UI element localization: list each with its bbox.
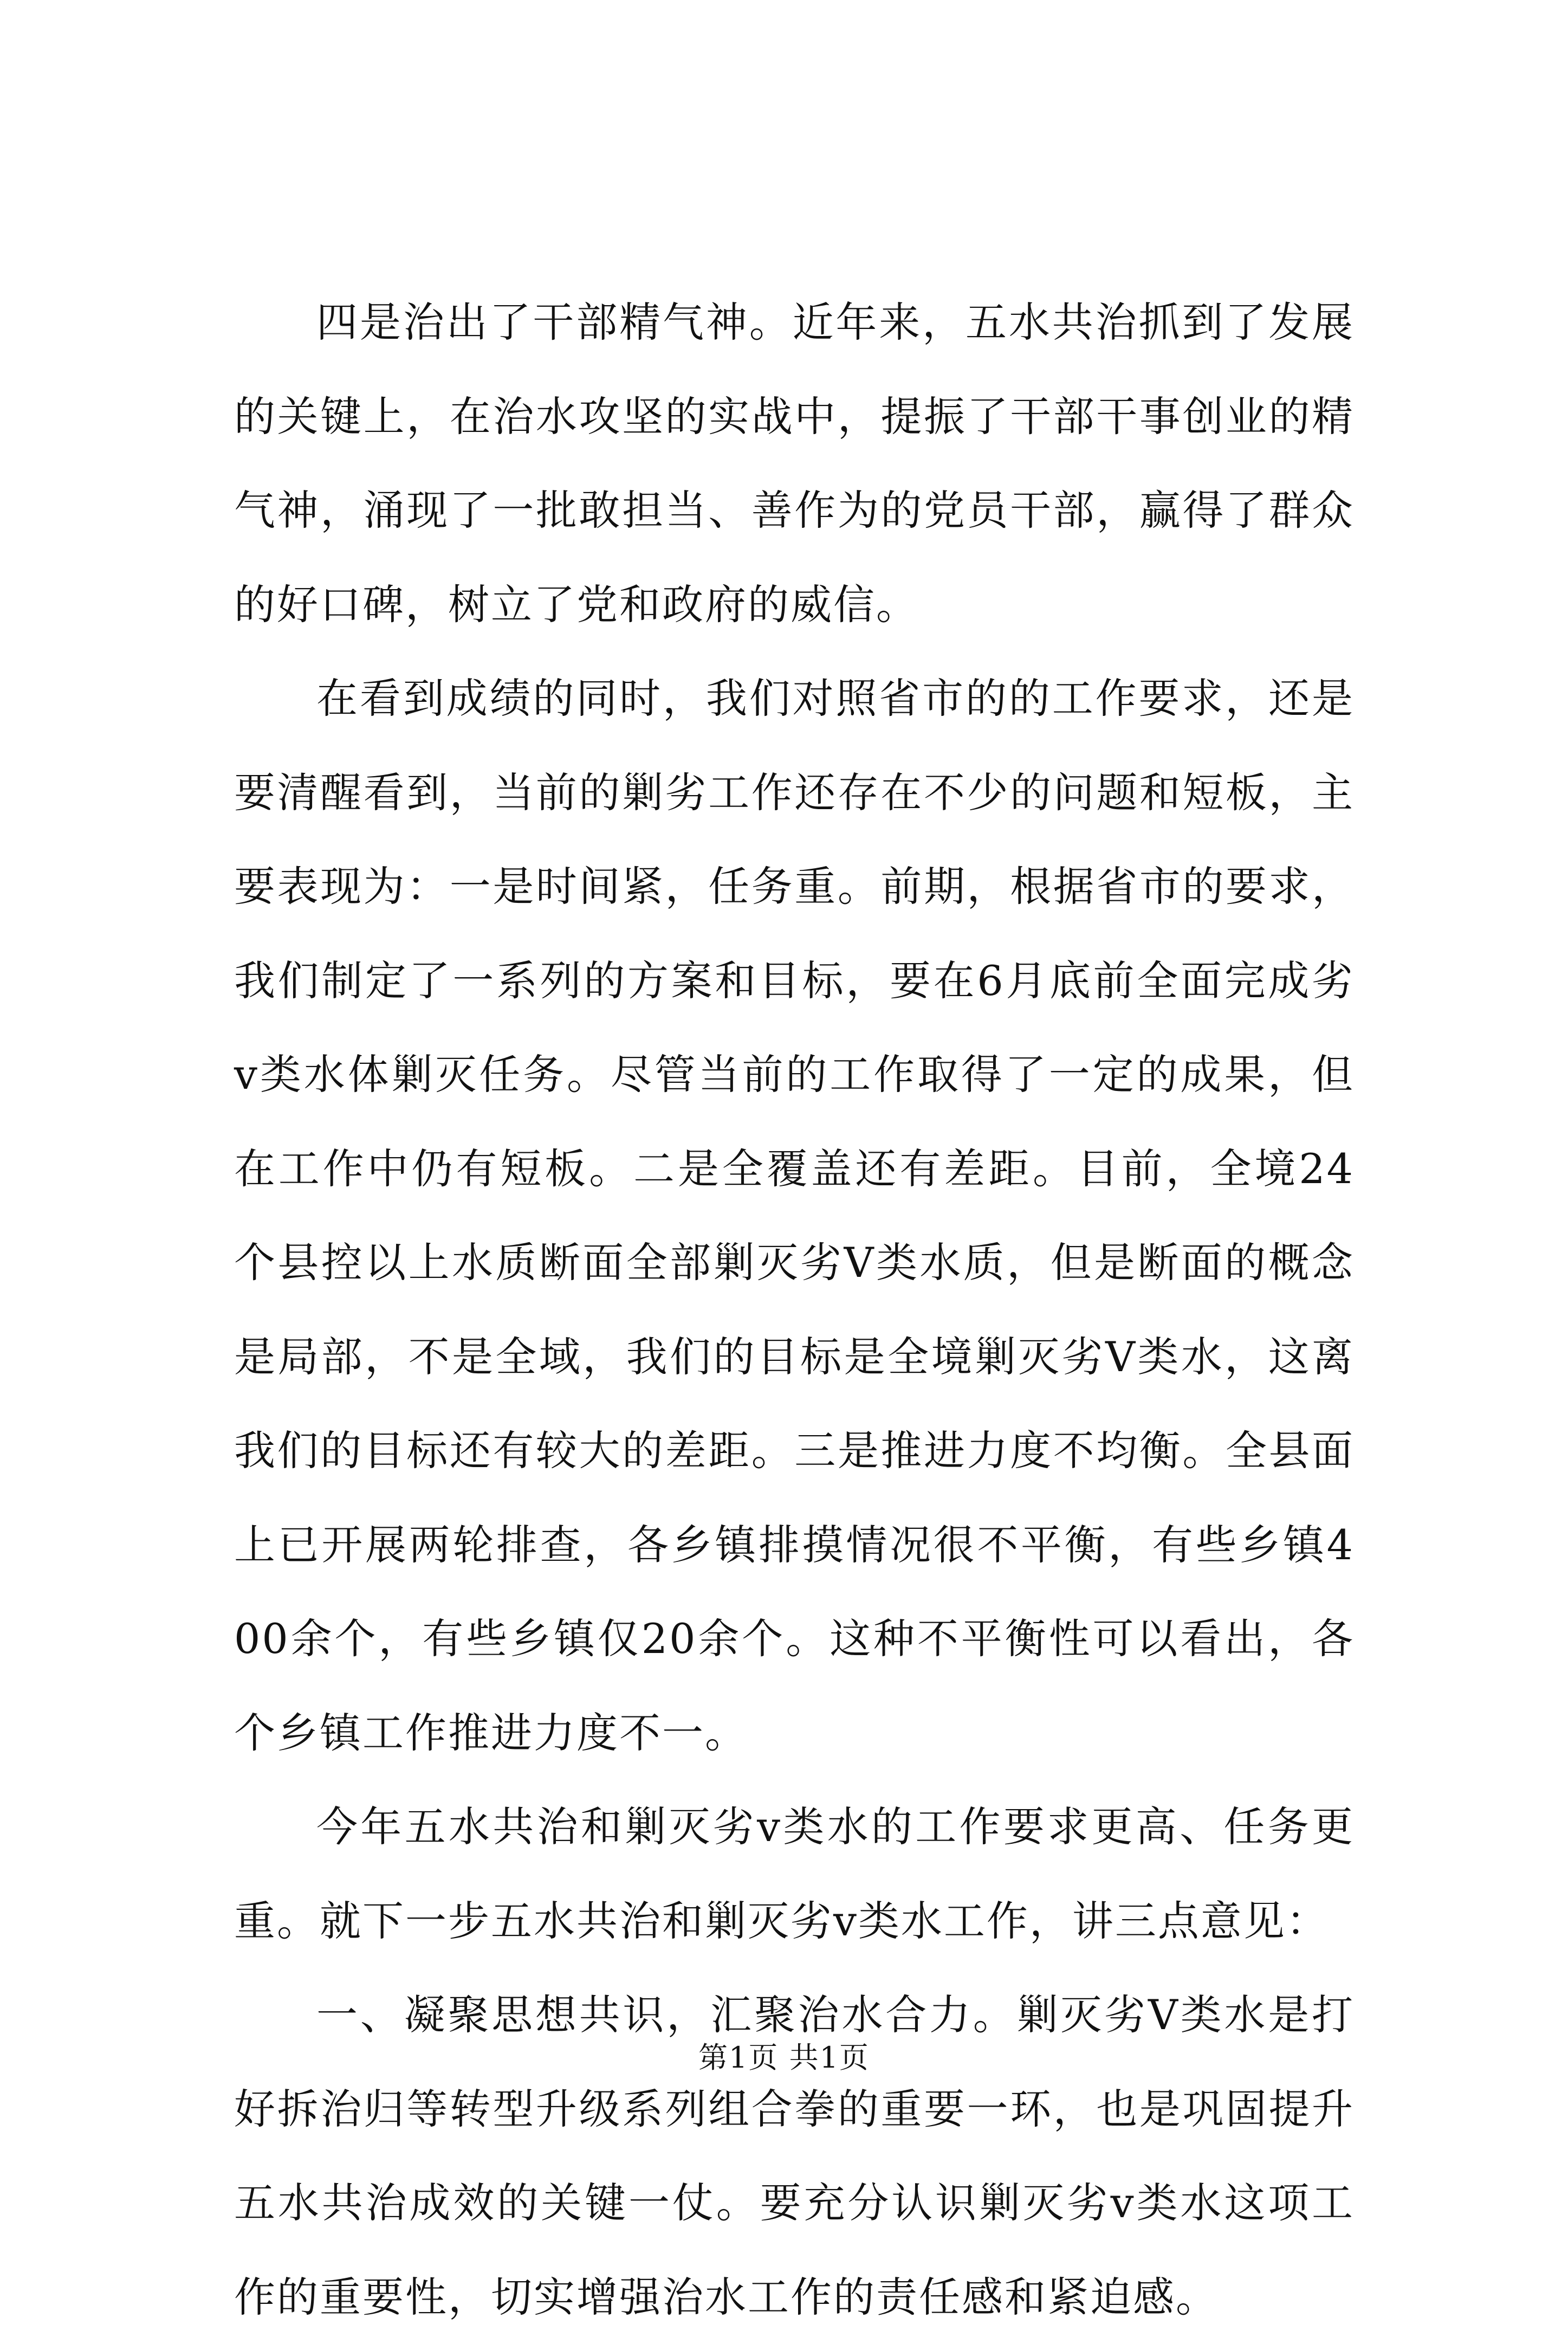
document-body	[234, 275, 1355, 2344]
paragraph-opinion-one: 一、凝聚思想共识，汇聚治水合力。剿灭劣Ⅴ类水是打好拆治归等转型升级系列组合拳的重要一环，也是巩固提升五水共治成效的关键一仗。要充分认识剿灭劣v类水这项工作的重要性，切实增强治水工作的责任感和紧迫感。	[234, 1991, 1355, 2321]
page-footer: 第1页 共1页	[698, 2040, 870, 2075]
paragraph-problems: 在看到成绩的同时，我们对照省市的的工作要求，还是要清醒看到，当前的剿劣工作还存在不少的问题和短板，主要表现为：一是时间紧，任务重。前期，根据省市的要求，我们制定了一系列的方案和目标，要在6月底前全面完成劣v类水体剿灭任务。尽管当前的工作取得了一定的成果，但在工作中仍有短板。二是全覆盖还有差距。目前，全境24个县控以上水质断面全部剿灭劣Ⅴ类水质，但是断面的概念是局部，不是全域，我们的目标是全境剿灭劣Ⅴ类水，这离我们的目标还有较大的差距。三是推进力度不均衡。全县面上已开展两轮排查，各乡镇排摸情况很不平衡，有些乡镇400余个，有些乡镇仅20余个。这种不平衡性可以看出，各个乡镇工作推进力度不一。	[234, 674, 1355, 1757]
paragraph-requirements: 今年五水共治和剿灭劣v类水的工作要求更高、任务更重。就下一步五水共治和剿灭劣v类水工作，讲三点意见：	[234, 1803, 1355, 1945]
paragraph-cadre-spirit: 四是治出了干部精气神。近年来，五水共治抓到了发展的关键上，在治水攻坚的实战中，提振了干部干事创业的精气神，涌现了一批敢担当、善作为的党员干部，赢得了群众的好口碑，树立了党和政府的威信。	[234, 298, 1355, 629]
